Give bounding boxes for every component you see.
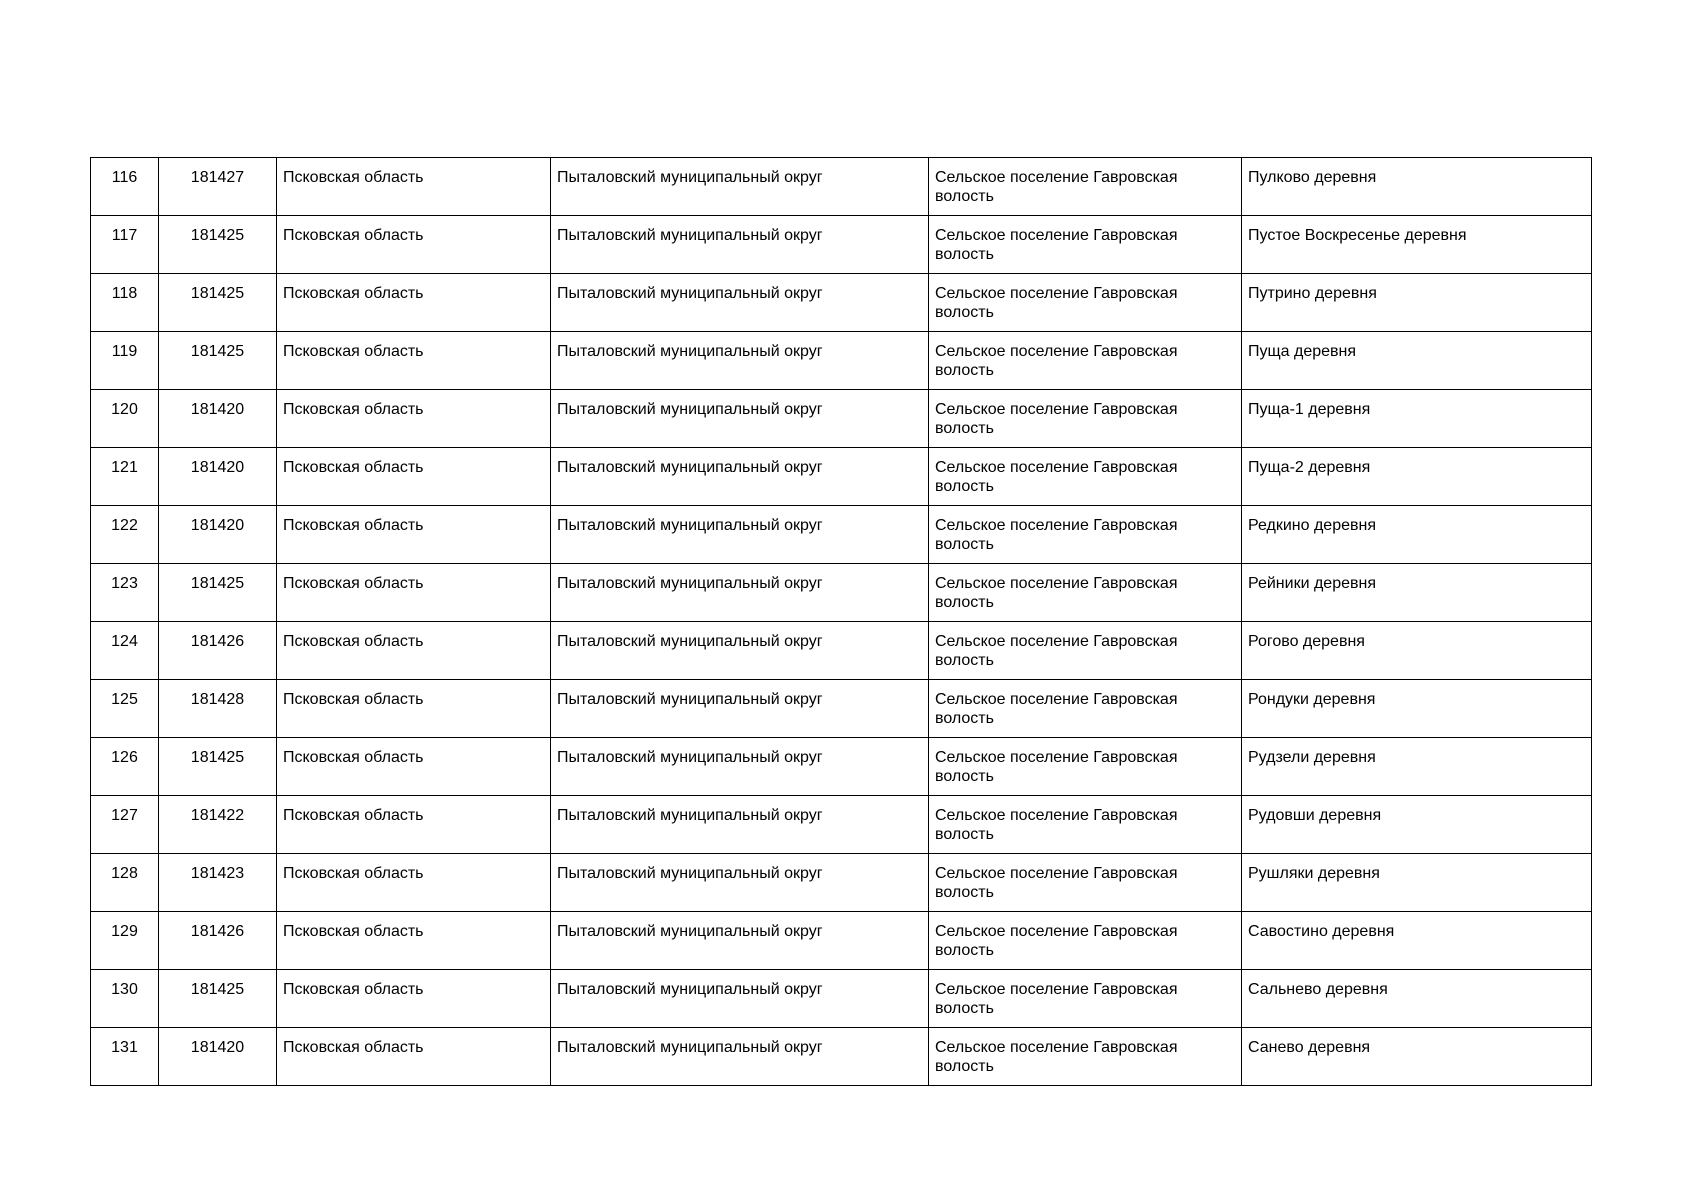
locality-cell: Путрино деревня — [1242, 274, 1592, 332]
table-row — [91, 332, 1592, 390]
table-row — [91, 448, 1592, 506]
table-row — [91, 680, 1592, 738]
row-number: 126 — [91, 738, 159, 796]
settlement-cell: Сельское поселение Гавровская волость — [929, 158, 1242, 216]
locality-cell: Рушляки деревня — [1242, 854, 1592, 912]
locality-cell: Савостино деревня — [1242, 912, 1592, 970]
settlement-cell: Сельское поселение Гавровская волость — [929, 680, 1242, 738]
district-cell: Пыталовский муниципальный округ — [551, 216, 929, 274]
table-row — [91, 796, 1592, 854]
row-number: 130 — [91, 970, 159, 1028]
row-number: 124 — [91, 622, 159, 680]
postal-index: 181420 — [159, 1028, 277, 1086]
district-cell: Пыталовский муниципальный округ — [551, 854, 929, 912]
locality-cell: Рондуки деревня — [1242, 680, 1592, 738]
postal-index: 181420 — [159, 506, 277, 564]
row-number: 117 — [91, 216, 159, 274]
postal-index: 181427 — [159, 158, 277, 216]
region-cell: Псковская область — [277, 680, 551, 738]
district-cell: Пыталовский муниципальный округ — [551, 448, 929, 506]
settlement-cell: Сельское поселение Гавровская волость — [929, 970, 1242, 1028]
locality-table-body — [91, 158, 1592, 1086]
district-cell: Пыталовский муниципальный округ — [551, 796, 929, 854]
district-cell: Пыталовский муниципальный округ — [551, 274, 929, 332]
table-row — [91, 854, 1592, 912]
settlement-cell: Сельское поселение Гавровская волость — [929, 1028, 1242, 1086]
postal-index: 181425 — [159, 332, 277, 390]
region-cell: Псковская область — [277, 332, 551, 390]
region-cell: Псковская область — [277, 1028, 551, 1086]
region-cell: Псковская область — [277, 738, 551, 796]
postal-index: 181426 — [159, 622, 277, 680]
locality-cell: Пустое Воскресенье деревня — [1242, 216, 1592, 274]
postal-index: 181422 — [159, 796, 277, 854]
locality-cell: Рудзели деревня — [1242, 738, 1592, 796]
row-number: 116 — [91, 158, 159, 216]
settlement-cell: Сельское поселение Гавровская волость — [929, 854, 1242, 912]
settlement-cell: Сельское поселение Гавровская волость — [929, 912, 1242, 970]
table-row — [91, 390, 1592, 448]
settlement-cell: Сельское поселение Гавровская волость — [929, 564, 1242, 622]
region-cell: Псковская область — [277, 448, 551, 506]
region-cell: Псковская область — [277, 796, 551, 854]
row-number: 127 — [91, 796, 159, 854]
settlement-cell: Сельское поселение Гавровская волость — [929, 274, 1242, 332]
row-number: 131 — [91, 1028, 159, 1086]
district-cell: Пыталовский муниципальный округ — [551, 332, 929, 390]
district-cell: Пыталовский муниципальный округ — [551, 390, 929, 448]
region-cell: Псковская область — [277, 506, 551, 564]
table-row — [91, 564, 1592, 622]
row-number: 119 — [91, 332, 159, 390]
locality-table — [90, 157, 1592, 1086]
row-number: 121 — [91, 448, 159, 506]
settlement-cell: Сельское поселение Гавровская волость — [929, 448, 1242, 506]
locality-cell: Пуща-1 деревня — [1242, 390, 1592, 448]
settlement-cell: Сельское поселение Гавровская волость — [929, 738, 1242, 796]
table-row — [91, 158, 1592, 216]
region-cell: Псковская область — [277, 390, 551, 448]
locality-cell: Пулково деревня — [1242, 158, 1592, 216]
postal-index: 181428 — [159, 680, 277, 738]
district-cell: Пыталовский муниципальный округ — [551, 506, 929, 564]
region-cell: Псковская область — [277, 158, 551, 216]
district-cell: Пыталовский муниципальный округ — [551, 1028, 929, 1086]
row-number: 125 — [91, 680, 159, 738]
district-cell: Пыталовский муниципальный округ — [551, 564, 929, 622]
region-cell: Псковская область — [277, 216, 551, 274]
postal-index: 181425 — [159, 970, 277, 1028]
region-cell: Псковская область — [277, 274, 551, 332]
locality-cell: Пуща деревня — [1242, 332, 1592, 390]
table-row — [91, 506, 1592, 564]
region-cell: Псковская область — [277, 970, 551, 1028]
table-row — [91, 738, 1592, 796]
district-cell: Пыталовский муниципальный округ — [551, 738, 929, 796]
district-cell: Пыталовский муниципальный округ — [551, 970, 929, 1028]
settlement-cell: Сельское поселение Гавровская волость — [929, 796, 1242, 854]
row-number: 118 — [91, 274, 159, 332]
settlement-cell: Сельское поселение Гавровская волость — [929, 390, 1242, 448]
locality-cell: Рудовши деревня — [1242, 796, 1592, 854]
settlement-cell: Сельское поселение Гавровская волость — [929, 506, 1242, 564]
postal-index: 181425 — [159, 738, 277, 796]
postal-index: 181425 — [159, 216, 277, 274]
postal-index: 181425 — [159, 564, 277, 622]
table-row — [91, 274, 1592, 332]
row-number: 122 — [91, 506, 159, 564]
district-cell: Пыталовский муниципальный округ — [551, 622, 929, 680]
district-cell: Пыталовский муниципальный округ — [551, 680, 929, 738]
region-cell: Псковская область — [277, 854, 551, 912]
district-cell: Пыталовский муниципальный округ — [551, 912, 929, 970]
settlement-cell: Сельское поселение Гавровская волость — [929, 332, 1242, 390]
table-row — [91, 970, 1592, 1028]
region-cell: Псковская область — [277, 564, 551, 622]
table-row — [91, 216, 1592, 274]
locality-cell: Санево деревня — [1242, 1028, 1592, 1086]
row-number: 120 — [91, 390, 159, 448]
postal-index: 181423 — [159, 854, 277, 912]
settlement-cell: Сельское поселение Гавровская волость — [929, 216, 1242, 274]
postal-index: 181420 — [159, 390, 277, 448]
region-cell: Псковская область — [277, 912, 551, 970]
region-cell: Псковская область — [277, 622, 551, 680]
table-row — [91, 1028, 1592, 1086]
postal-index: 181420 — [159, 448, 277, 506]
locality-cell: Редкино деревня — [1242, 506, 1592, 564]
locality-cell: Пуща-2 деревня — [1242, 448, 1592, 506]
postal-index: 181425 — [159, 274, 277, 332]
locality-cell: Сальнево деревня — [1242, 970, 1592, 1028]
row-number: 129 — [91, 912, 159, 970]
settlement-cell: Сельское поселение Гавровская волость — [929, 622, 1242, 680]
locality-cell: Рейники деревня — [1242, 564, 1592, 622]
locality-cell: Рогово деревня — [1242, 622, 1592, 680]
row-number: 128 — [91, 854, 159, 912]
table-row — [91, 622, 1592, 680]
row-number: 123 — [91, 564, 159, 622]
table-row — [91, 912, 1592, 970]
postal-index: 181426 — [159, 912, 277, 970]
district-cell: Пыталовский муниципальный округ — [551, 158, 929, 216]
